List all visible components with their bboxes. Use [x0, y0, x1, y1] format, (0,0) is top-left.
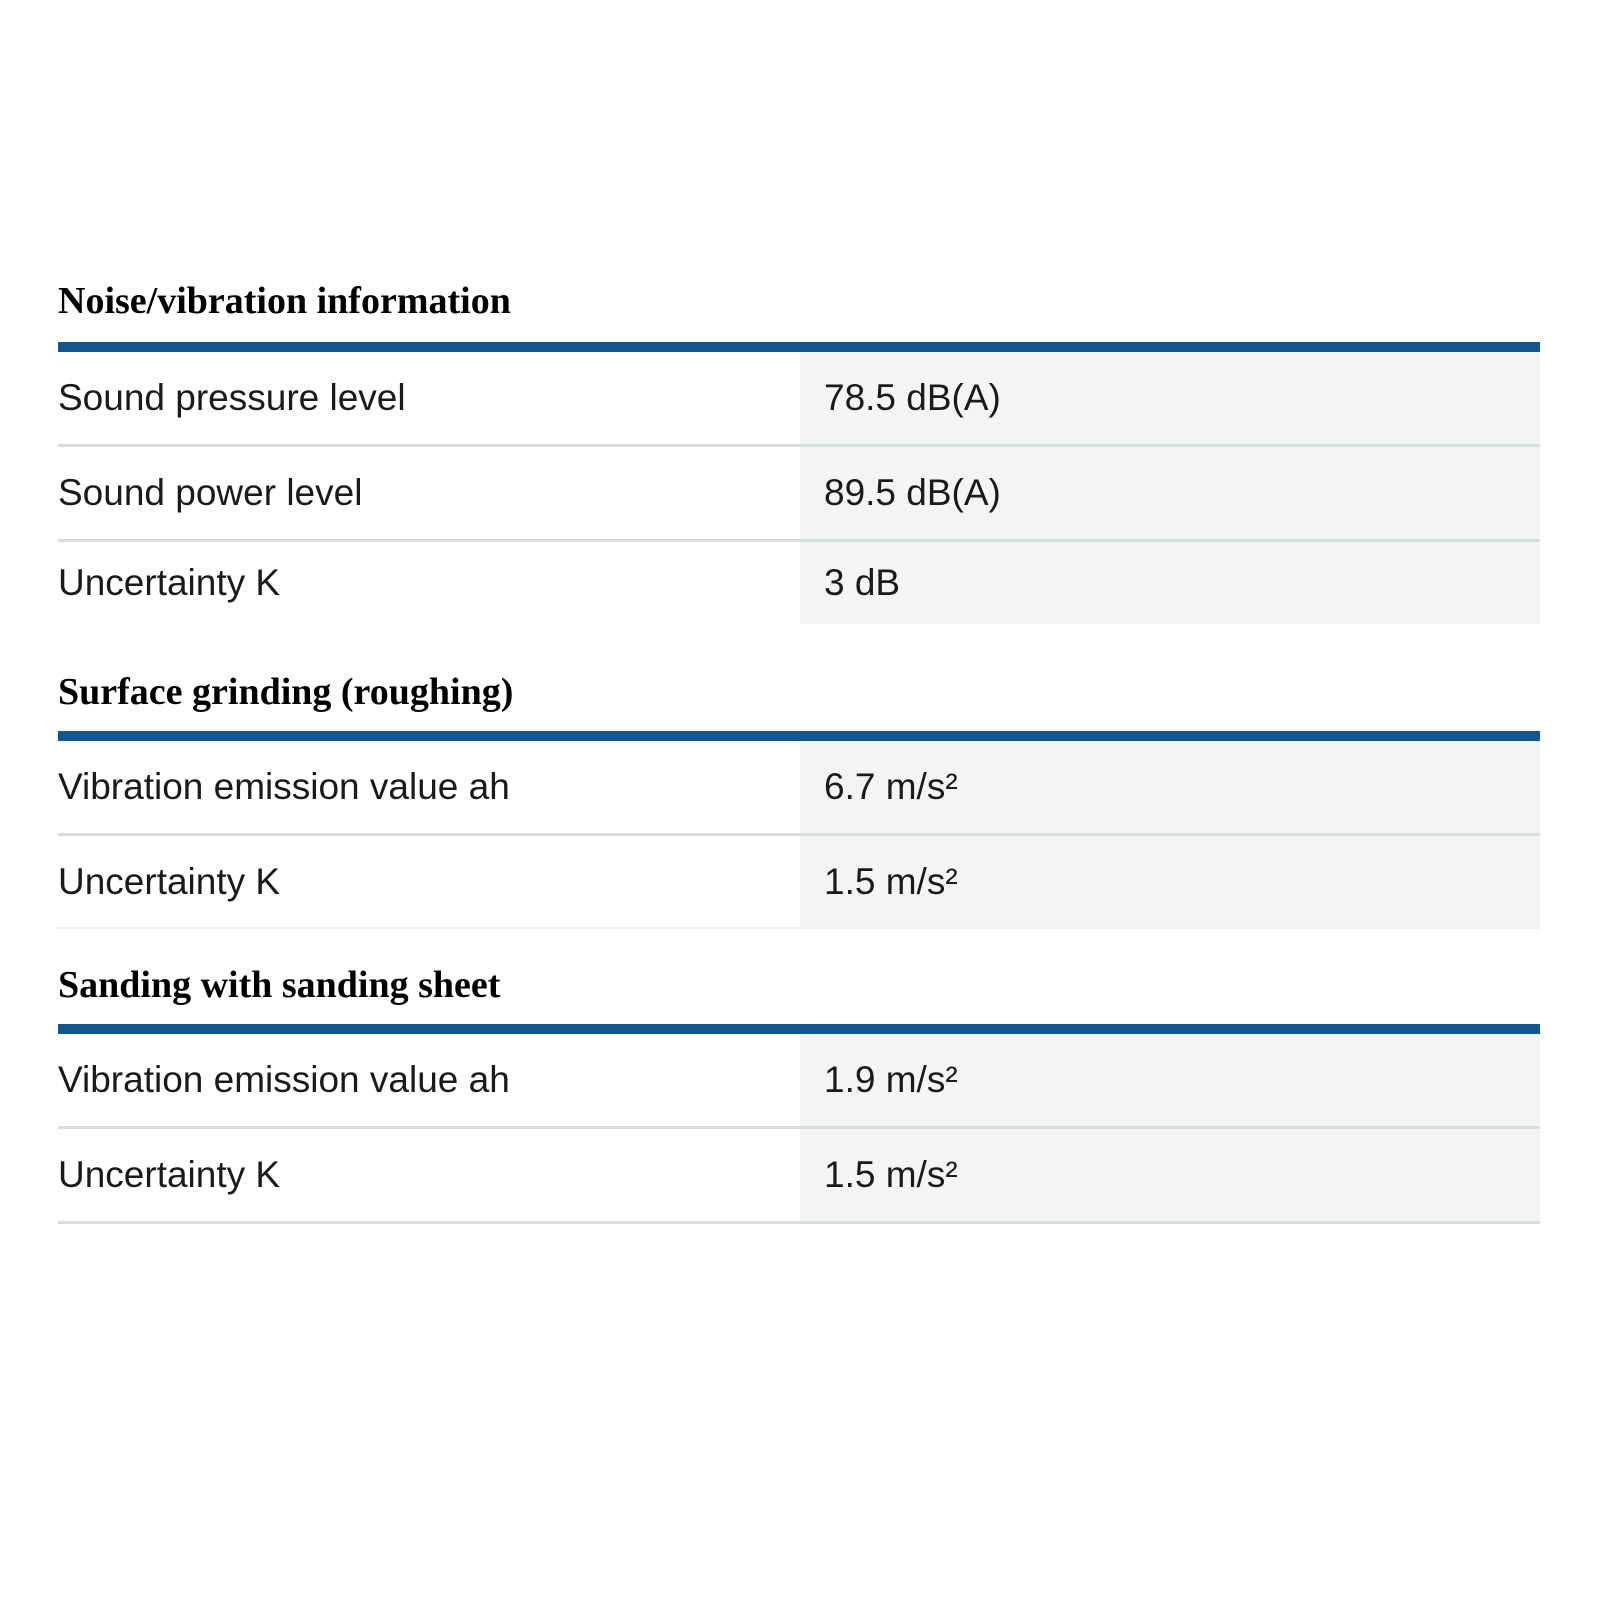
section-title: Noise/vibration information [58, 280, 511, 322]
row-value: 1.5 m/s² [800, 836, 1540, 927]
table-row [58, 1129, 1540, 1224]
row-value: 3 dB [800, 542, 1540, 624]
section-divider-rule [58, 342, 1540, 352]
table-row [58, 542, 1540, 624]
row-value: 1.5 m/s² [800, 1129, 1540, 1221]
section-divider-rule [58, 731, 1540, 741]
row-label: Sound power level [58, 447, 800, 539]
row-label: Vibration emission value ah [58, 741, 800, 833]
table-row [58, 741, 1540, 836]
row-value: 89.5 dB(A) [800, 447, 1540, 539]
row-value: 1.9 m/s² [800, 1034, 1540, 1126]
section-title: Surface grinding (roughing) [58, 671, 514, 713]
table-row [58, 1034, 1540, 1129]
row-label: Uncertainty K [58, 836, 800, 927]
row-label: Uncertainty K [58, 542, 800, 624]
row-value: 6.7 m/s² [800, 741, 1540, 833]
row-label: Uncertainty K [58, 1129, 800, 1221]
section-divider-rule [58, 1024, 1540, 1034]
table-row [58, 836, 1540, 929]
table-row [58, 352, 1540, 447]
row-label: Vibration emission value ah [58, 1034, 800, 1126]
surface-grinding-section [58, 667, 1540, 929]
row-label: Sound pressure level [58, 352, 800, 444]
table-row [58, 447, 1540, 542]
row-value: 78.5 dB(A) [800, 352, 1540, 444]
sanding-sheet-section [58, 960, 1540, 1224]
section-title: Sanding with sanding sheet [58, 964, 501, 1006]
noise-vibration-section [58, 276, 1540, 624]
